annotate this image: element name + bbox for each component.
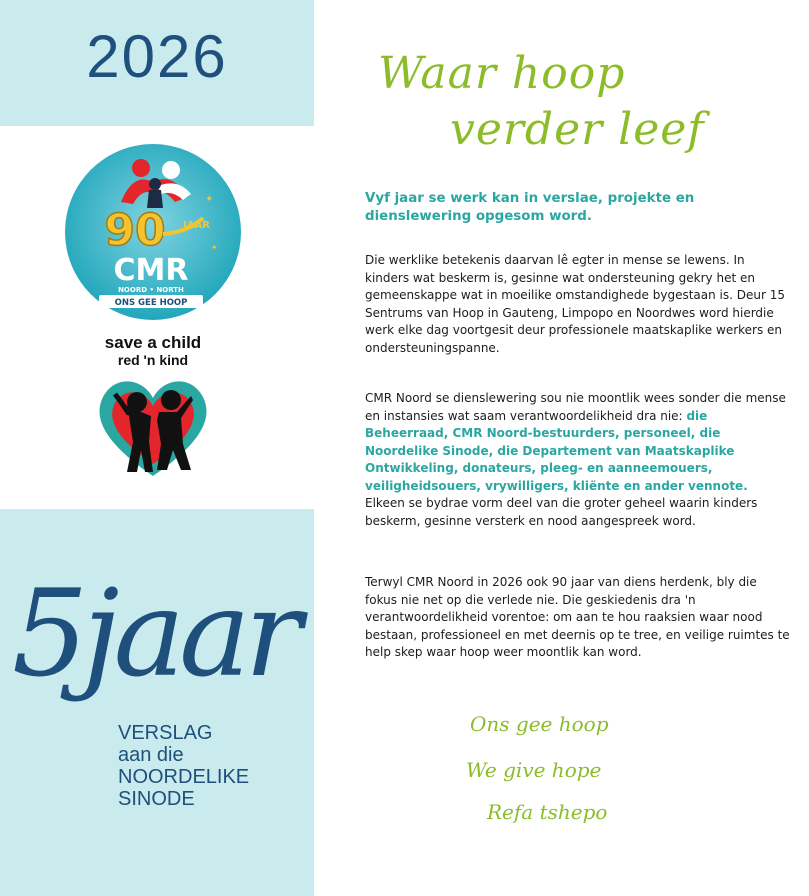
svg-text:✦: ✦ bbox=[205, 194, 214, 205]
cmr-tagline: ONS GEE HOOP bbox=[114, 298, 188, 308]
paragraph-3: Terwyl CMR Noord in 2026 ook 90 jaar van diens herdenk, bly die fokus nie net op die verlede nie. Die geskiedenis dra 'n verantwoordelikheid vorentoe: om aan te hou raaksien waar nood bestaan, professioneel en met deernis op te tree, en veilige ruimtes te help skep waar hoop weer moontlik kan word. bbox=[365, 575, 790, 659]
headline-line-2: verder leef bbox=[450, 104, 705, 155]
report-line-4: SINODE bbox=[118, 788, 195, 810]
cmr-region: NOORD • NORTH bbox=[118, 286, 184, 294]
year-banner bbox=[0, 0, 314, 126]
svg-text:✦: ✦ bbox=[211, 243, 218, 252]
cmr-jaar: JAAR bbox=[183, 220, 210, 231]
cmr-90-logo bbox=[63, 142, 243, 322]
save-a-child-title: save a child bbox=[104, 333, 202, 352]
report-subtitle bbox=[118, 722, 249, 810]
report-line-1: VERSLAG bbox=[118, 722, 213, 744]
lead-paragraph: Vyf jaar se werk kan in verslae, projekte en dienslewering opgesom word. bbox=[365, 191, 695, 224]
cmr-number: 90 bbox=[104, 205, 166, 256]
save-a-child-logo bbox=[88, 334, 218, 484]
save-a-child-subtitle: red 'n kind bbox=[117, 352, 189, 368]
cmr-name: CMR bbox=[113, 253, 189, 288]
paragraph-2-highlight: die Beheerraad, CMR Noord-bestuurders, personeel, die Noordelike Sinode, die Departement van Maatskaplike Ontwikkeling, donateurs, pleeg- en aanneemouers, veiligheidsouers, vrywilligers, kliënte en ander vennote. bbox=[365, 408, 748, 493]
motto-afrikaans: Ons gee hoop bbox=[470, 712, 609, 736]
headline-line-1: Waar hoop bbox=[378, 48, 626, 99]
motto-sepedi: Refa tshepo bbox=[487, 800, 608, 824]
report-line-2: aan die bbox=[118, 744, 184, 766]
paragraph-2 bbox=[365, 390, 790, 530]
heart-children-icon bbox=[93, 372, 213, 482]
paragraph-1: Die werklike betekenis daarvan lê egter in mense se lewens. In kinders wat beskerm is, gesinne wat ondersteuning gekry het en gemeenskappe wat in moeilike omstandighede bygestaan is. Deur 15 Sentrums van Hoop in Gauteng, Limpopo en Noordwes word hierdie werk elke dag voortgesit deur professionele maatskaplike werkers en ondersteuningspanne. bbox=[365, 253, 785, 355]
motto-english: We give hope bbox=[466, 758, 602, 782]
five-year-title: 5jaar bbox=[12, 565, 297, 704]
paragraph-2-start: CMR Noord se dienslewering sou nie moontlik wees sonder die mense en instansies wat saam verantwoordelikheid dra nie: bbox=[365, 391, 786, 423]
paragraph-2-end: Elkeen se bydrae vorm deel van die groter geheel waarin kinders beskerm, gesinne versterk en nood aangespreek word. bbox=[365, 496, 758, 528]
left-column bbox=[0, 0, 314, 896]
report-line-3: NOORDELIKE bbox=[118, 766, 250, 788]
year-label: 2026 bbox=[86, 23, 228, 90]
